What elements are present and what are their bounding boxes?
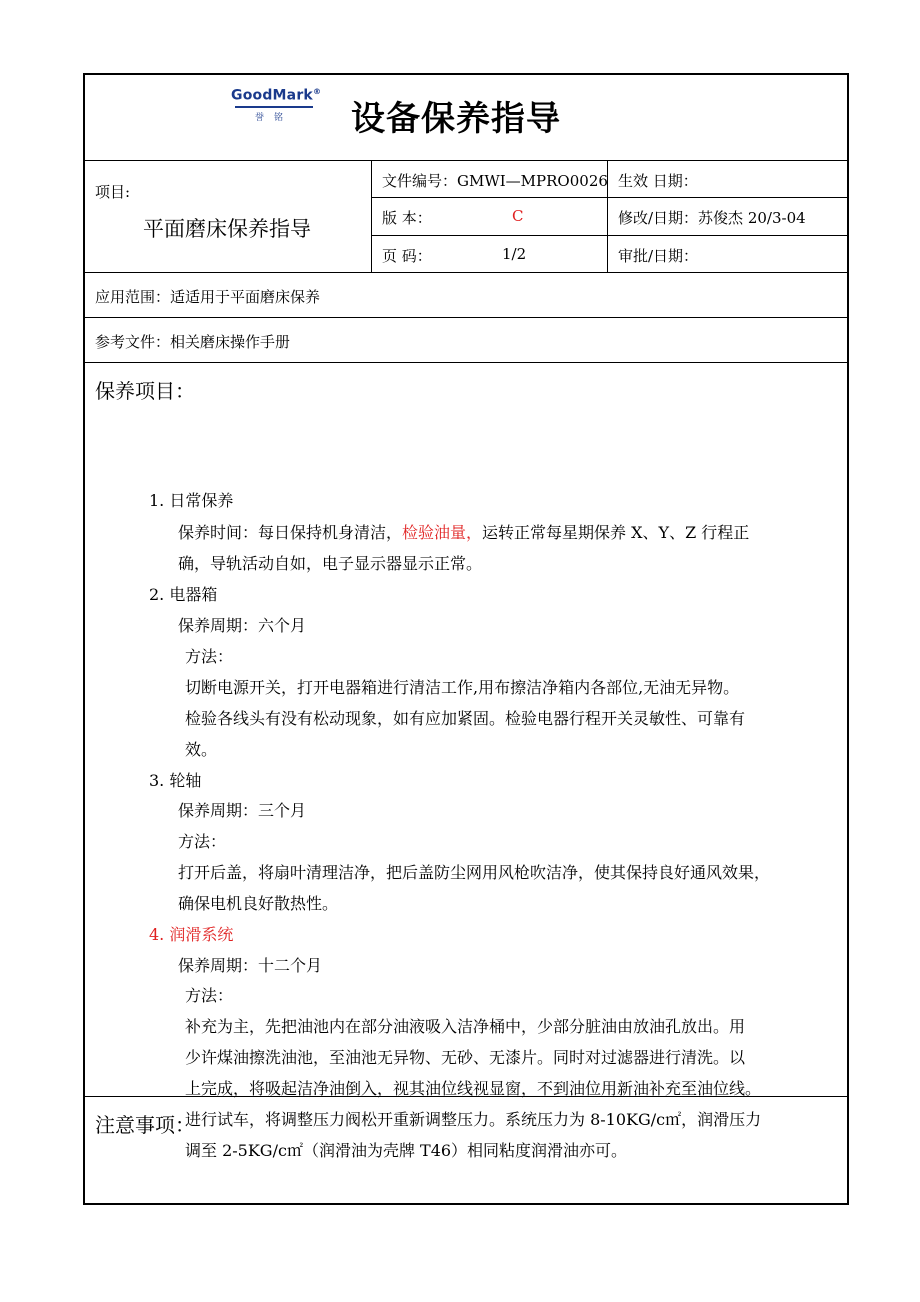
item4-line5: 调至 2-5KG/c㎡（润滑油为壳牌 T46）相同粘度润滑油亦可。 <box>185 1141 628 1160</box>
item3-line1: 打开后盖，将扇叶清理洁净，把后盖防尘网用风枪吹洁净，使其保持良好通风效果， <box>178 863 771 882</box>
version-value: C <box>512 207 524 225</box>
item1-line2: 确，导轨活动自如，电子显示器显示正常。 <box>178 554 483 573</box>
document-header <box>85 75 847 161</box>
scope-text: 应用范围：适适用于平面磨床保养 <box>95 288 321 306</box>
item4-method: 方法： <box>185 986 234 1005</box>
version-label: 版 本： <box>382 209 432 227</box>
item4-line1: 补充为主，先把油池内在部分油液吸入洁净桶中，少部分脏油由放油孔放出。用 <box>185 1017 746 1036</box>
logo-chinese-name: 誉铭 <box>254 112 293 123</box>
doc-number: 文件编号：GMWI—MPRO0026 <box>382 172 608 190</box>
revision-info: 修改/日期：苏俊杰 20/3-04 <box>618 209 806 227</box>
info-grid <box>372 161 847 273</box>
project-cell <box>85 161 372 273</box>
project-name: 平面磨床保养指导 <box>143 217 311 241</box>
notes-section <box>85 1097 847 1203</box>
item3-line2: 确保电机良好散热性。 <box>178 894 339 913</box>
project-label: 项目: <box>95 183 131 201</box>
reference-text: 参考文件：相关磨床操作手册 <box>95 333 291 351</box>
item1-title: 1. 日常保养 <box>149 491 234 510</box>
reference-row <box>85 318 847 363</box>
scope-row <box>85 273 847 318</box>
item3-method: 方法： <box>178 832 227 851</box>
item2-title: 2. 电器箱 <box>149 585 218 604</box>
document-title: 设备保养指导 <box>351 99 561 139</box>
item2-method: 方法： <box>185 647 234 666</box>
effective-date: 生效 日期： <box>618 172 698 190</box>
item4-line2: 少许煤油擦洗油池，至油池无异物、无砂、无漆片。同时对过滤器进行清洗。以 <box>185 1048 746 1067</box>
info-row-doc-no <box>372 161 847 198</box>
notes-heading: 注意事项： <box>95 1113 195 1137</box>
item2-line3: 效。 <box>185 740 218 759</box>
item3-period: 保养周期：三个月 <box>178 801 307 820</box>
item4-line3: 上完成，将吸起洁净油倒入，视其油位线视显窗，不到油位用新油补充至油位线。 <box>185 1079 762 1098</box>
item4-period: 保养周期：十二个月 <box>178 956 323 975</box>
page-label: 页 码： <box>382 247 432 265</box>
logo-underline <box>235 106 313 108</box>
registered-mark: ® <box>312 87 322 96</box>
maintenance-document <box>83 73 849 1205</box>
item1-highlight: 检验油量， <box>402 523 483 542</box>
info-row-version <box>372 198 847 236</box>
logo-text: GoodMark <box>231 87 313 104</box>
item4-title: 4. 润滑系统 <box>149 925 234 944</box>
item2-line2: 检验各线头有没有松动现象，如有应加紧固。检验电器行程开关灵敏性、可靠有 <box>185 709 746 728</box>
document-info <box>85 161 847 273</box>
info-row-page <box>372 236 847 273</box>
item2-period: 保养周期：六个月 <box>178 616 307 635</box>
item2-line1: 切断电源开关，打开电器箱进行清洁工作,用布擦洁净箱内各部位,无油无异物。 <box>185 678 740 697</box>
item3-title: 3. 轮轴 <box>149 771 202 790</box>
page-value: 1/2 <box>502 245 527 263</box>
company-logo <box>231 87 322 123</box>
item1-line1: 保养时间：每日保持机身清洁，检验油量，运转正常每星期保养 X、Y、Z 行程正 <box>178 523 750 542</box>
maintenance-heading: 保养项目： <box>95 379 195 403</box>
approval-info: 审批/日期： <box>618 247 699 265</box>
item4-line4: 进行试车，将调整压力阀松开重新调整压力。系统压力为 8-10KG/c㎡，润滑压力 <box>185 1110 762 1129</box>
